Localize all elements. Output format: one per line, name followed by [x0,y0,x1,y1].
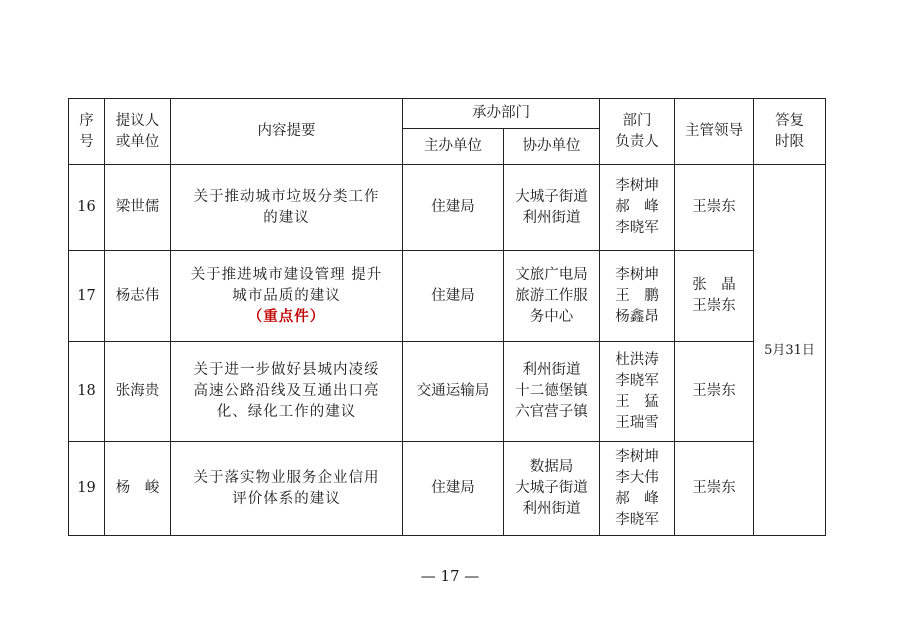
row-assist-unit: 利州街道 十二德堡镇 六官营子镇 [504,342,600,442]
row-assist-unit: 文旅广电局 旅游工作服 务中心 [504,251,600,342]
table-row [69,342,826,442]
row-dept-heads: 李树坤 王 鹏 杨鑫昂 [600,251,675,342]
row-dept-heads: 李树坤 郝 峰 李晓军 [600,165,675,251]
table-row [69,442,826,536]
header-leader: 主管领导 [675,99,754,165]
deadline-cell: 5月31日 [754,165,826,536]
row-leader: 张 晶 王崇东 [675,251,754,342]
row-dept-heads: 李树坤 李大伟 郝 峰 李晓军 [600,442,675,536]
row-lead-unit: 交通运输局 [403,342,504,442]
row-summary: 关于推动城市垃圾分类工作 的建议 [171,165,403,251]
row-proposer: 杨志伟 [105,251,171,342]
row-lead-unit: 住建局 [403,251,504,342]
proposal-table [68,98,826,536]
table-row [69,251,826,342]
row-leader: 王崇东 [675,442,754,536]
table-row [69,165,826,251]
row-proposer: 梁世儒 [105,165,171,251]
header-summary: 内容提要 [171,99,403,165]
row-dept-heads: 杜洪涛 李晓军 王 猛 王瑞雪 [600,342,675,442]
page-number: — 17 — [420,567,480,585]
header-proposer: 提议人 或单位 [105,99,171,165]
header-deadline: 答复 时限 [754,99,826,165]
row-number: 19 [69,442,105,536]
row-number: 17 [69,251,105,342]
row-lead-unit: 住建局 [403,165,504,251]
row-lead-unit: 住建局 [403,442,504,536]
row-proposer: 杨 峻 [105,442,171,536]
row-summary: 关于进一步做好县城内凌绥 高速公路沿线及互通出口亮 化、绿化工作的建议 [171,342,403,442]
header-seq: 序 号 [69,99,105,165]
header-dept-head: 部门 负责人 [600,99,675,165]
row-summary: 关于落实物业服务企业信用 评价体系的建议 [171,442,403,536]
row-summary: 关于推进城市建设管理 提升 城市品质的建议 （重点件） [171,251,403,342]
row-number: 18 [69,342,105,442]
header-dept-group: 承办部门 [403,99,600,129]
row-assist-unit: 数据局 大城子街道 利州街道 [504,442,600,536]
row-proposer: 张海贵 [105,342,171,442]
header-assist-unit: 协办单位 [504,129,600,165]
row-leader: 王崇东 [675,342,754,442]
row-number: 16 [69,165,105,251]
row-leader: 王崇东 [675,165,754,251]
row-assist-unit: 大城子街道 利州街道 [504,165,600,251]
key-item-badge: （重点件） [247,308,326,325]
header-lead-unit: 主办单位 [403,129,504,165]
